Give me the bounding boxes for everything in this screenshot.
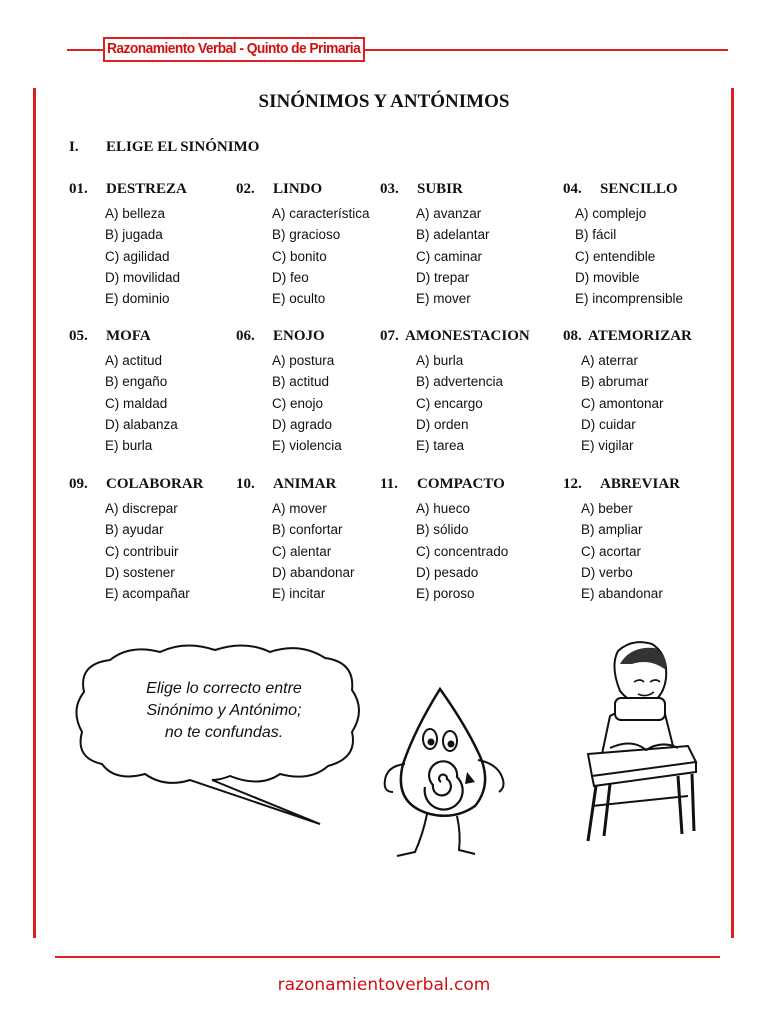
footer-link[interactable]: razonamientoverbal.com <box>277 975 491 995</box>
question-word: AMONESTACION <box>405 328 530 344</box>
option[interactable]: B) actitud <box>272 374 330 390</box>
option[interactable]: A) postura <box>272 353 335 368</box>
option[interactable]: A) complejo <box>575 206 647 221</box>
option[interactable]: C) amontonar <box>581 395 664 411</box>
header-label: Razonamiento Verbal - Quinto de Primaria <box>107 40 361 57</box>
option[interactable]: D) abandonar <box>272 564 355 580</box>
question-number: 08. <box>563 328 582 344</box>
option[interactable]: D) pesado <box>416 564 479 580</box>
question-word: SUBIR <box>417 181 463 197</box>
bubble-line: Elige lo correcto entre <box>146 680 302 697</box>
option[interactable]: C) concentrado <box>416 543 509 559</box>
section-title: ELIGE EL SINÓNIMO <box>106 139 260 155</box>
bubble-line: no te confundas. <box>164 724 284 741</box>
option[interactable]: E) oculto <box>272 291 326 307</box>
question-number: 04. <box>563 181 582 197</box>
question-word: ATEMORIZAR <box>588 328 692 344</box>
option[interactable]: E) abandonar <box>581 586 663 602</box>
option[interactable]: C) caminar <box>416 248 483 264</box>
option[interactable]: D) verbo <box>581 564 633 580</box>
option[interactable]: E) incitar <box>272 586 326 602</box>
option[interactable]: D) agrado <box>272 416 333 432</box>
question-number: 11. <box>380 476 398 492</box>
option[interactable]: B) adelantar <box>416 227 490 243</box>
section-number: I. <box>69 139 79 155</box>
option[interactable]: B) gracioso <box>272 227 341 243</box>
option[interactable]: B) advertencia <box>416 374 504 390</box>
option[interactable]: A) aterrar <box>581 353 639 368</box>
question-number: 01. <box>69 181 88 197</box>
option[interactable]: A) burla <box>416 353 464 368</box>
option[interactable]: B) ampliar <box>581 522 643 538</box>
option[interactable]: D) trepar <box>416 269 470 285</box>
option[interactable]: D) movilidad <box>105 269 181 285</box>
option[interactable]: B) confortar <box>272 522 343 538</box>
option[interactable]: D) movible <box>575 269 640 285</box>
option[interactable]: E) incomprensible <box>575 291 684 307</box>
option[interactable]: C) agilidad <box>105 248 170 264</box>
question-word: COLABORAR <box>106 476 204 492</box>
question-number: 07. <box>380 328 399 344</box>
option[interactable]: C) acortar <box>581 543 642 559</box>
option[interactable]: A) hueco <box>416 501 471 516</box>
option[interactable]: E) tarea <box>416 438 465 454</box>
bubble-text <box>108 678 340 744</box>
option[interactable]: E) acompañar <box>105 586 190 602</box>
right-border <box>731 88 734 938</box>
option[interactable]: D) alabanza <box>105 416 178 432</box>
option[interactable]: C) alentar <box>272 543 332 559</box>
option[interactable]: A) belleza <box>105 206 166 221</box>
question-number: 02. <box>236 181 255 197</box>
option[interactable]: E) vigilar <box>581 438 634 454</box>
question-word: LINDO <box>273 181 323 197</box>
option[interactable]: A) avanzar <box>416 206 482 221</box>
student-reading-icon <box>570 636 705 851</box>
question-word: ANIMAR <box>273 476 337 492</box>
question-number: 10. <box>236 476 255 492</box>
option[interactable]: C) enojo <box>272 395 324 411</box>
bubble-line: Sinónimo y Antónimo; <box>146 702 302 719</box>
question-number: 03. <box>380 181 399 197</box>
option[interactable]: C) bonito <box>272 248 327 264</box>
question-word: SENCILLO <box>600 181 678 197</box>
question-word: ENOJO <box>273 328 325 344</box>
option[interactable]: B) sólido <box>416 522 469 538</box>
option[interactable]: B) fácil <box>575 227 617 243</box>
option[interactable]: D) feo <box>272 269 309 285</box>
drop-character-icon <box>375 684 525 864</box>
option[interactable]: C) entendible <box>575 248 656 264</box>
option[interactable]: A) actitud <box>105 353 163 368</box>
option[interactable]: E) poroso <box>416 586 475 602</box>
question-word: MOFA <box>106 328 151 344</box>
option[interactable]: A) discrepar <box>105 501 178 516</box>
option[interactable]: E) burla <box>105 438 153 454</box>
option[interactable]: C) maldad <box>105 395 168 411</box>
option[interactable]: D) cuidar <box>581 416 636 432</box>
option[interactable]: E) dominio <box>105 291 170 307</box>
question-number: 06. <box>236 328 255 344</box>
option[interactable]: D) orden <box>416 416 469 432</box>
option[interactable]: C) encargo <box>416 395 483 411</box>
bottom-rule <box>55 956 720 958</box>
question-word: COMPACTO <box>417 476 505 492</box>
option[interactable]: E) mover <box>416 291 471 307</box>
option[interactable]: D) sostener <box>105 564 175 580</box>
question-number: 12. <box>563 476 582 492</box>
option[interactable]: A) beber <box>581 501 633 516</box>
option[interactable]: B) engaño <box>105 374 168 390</box>
option[interactable]: E) violencia <box>272 438 342 454</box>
option[interactable]: C) contribuir <box>105 543 179 559</box>
left-border <box>33 88 36 938</box>
option[interactable]: A) mover <box>272 501 327 516</box>
question-word: ABREVIAR <box>600 476 681 492</box>
question-number: 05. <box>69 328 88 344</box>
option[interactable]: B) jugada <box>105 227 163 243</box>
question-word: DESTREZA <box>106 181 187 197</box>
option[interactable]: B) ayudar <box>105 522 164 538</box>
option[interactable]: A) característica <box>272 206 370 221</box>
page-title: SINÓNIMOS Y ANTÓNIMOS <box>258 91 510 112</box>
option[interactable]: B) abrumar <box>581 374 649 390</box>
question-number: 09. <box>69 476 88 492</box>
